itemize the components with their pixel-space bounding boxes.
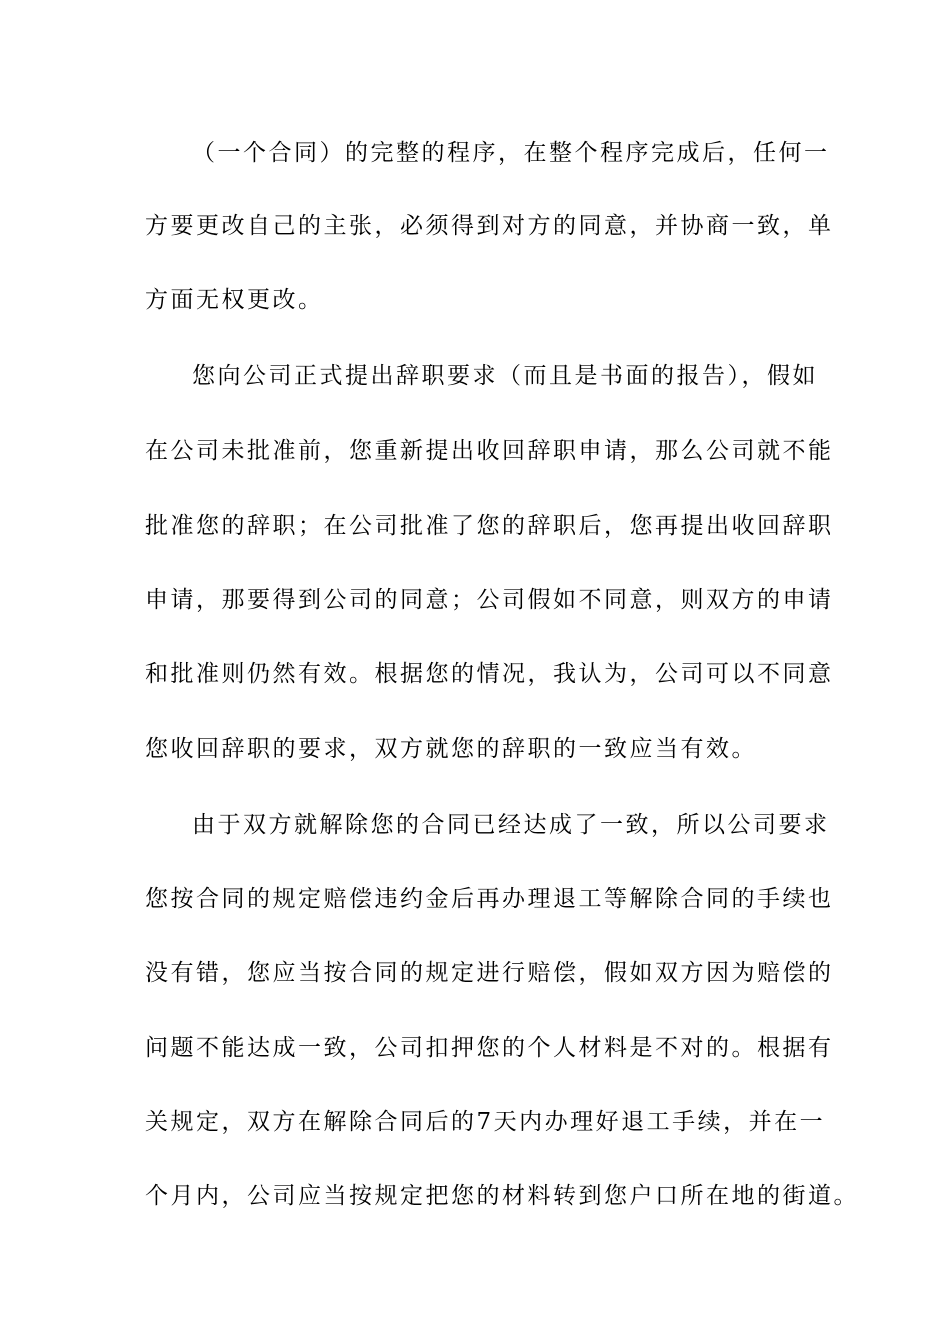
paragraph-2-line-4: 申请，那要得到公司的同意；公司假如不同意，则双方的申请 [145,587,834,613]
paragraph-3-line-1: 由于双方就解除您的合同已经达成了一致，所以公司要求 [192,812,830,838]
paragraph-2-line-6: 您收回辞职的要求，双方就您的辞职的一致应当有效。 [145,736,757,762]
paragraph-2-line-5: 和批准则仍然有效。根据您的情况，我认为，公司可以不同意 [145,661,834,687]
paragraph-2-line-3: 批准您的辞职；在公司批准了您的辞职后，您再提出收回辞职 [145,513,834,539]
paragraph-1-line-3: 方面无权更改。 [145,287,324,313]
paragraph-3-line-5: 关规定，双方在解除合同后的7天内办理好退工手续，并在一 [145,1109,826,1135]
paragraph-3-line-6: 个月内，公司应当按规定把您的材料转到您户口所在地的街道。 [145,1183,859,1209]
paragraph-3-line-2: 您按合同的规定赔偿违约金后再办理退工等解除合同的手续也 [145,886,834,912]
paragraph-3-line-3: 没有错，您应当按合同的规定进行赔偿，假如双方因为赔偿的 [145,960,834,986]
paragraph-1-line-2: 方要更改自己的主张，必须得到对方的同意，并协商一致，单 [145,213,834,239]
paragraph-2-line-2: 在公司未批准前，您重新提出收回辞职申请，那么公司就不能 [145,438,834,464]
paragraph-1-line-1: （一个合同）的完整的程序，在整个程序完成后，任何一 [192,140,830,166]
paragraph-3-line-4: 问题不能达成一致，公司扣押您的个人材料是不对的。根据有 [145,1035,834,1061]
paragraph-2-line-1: 您向公司正式提出辞职要求（而且是书面的报告），假如 [192,363,818,389]
